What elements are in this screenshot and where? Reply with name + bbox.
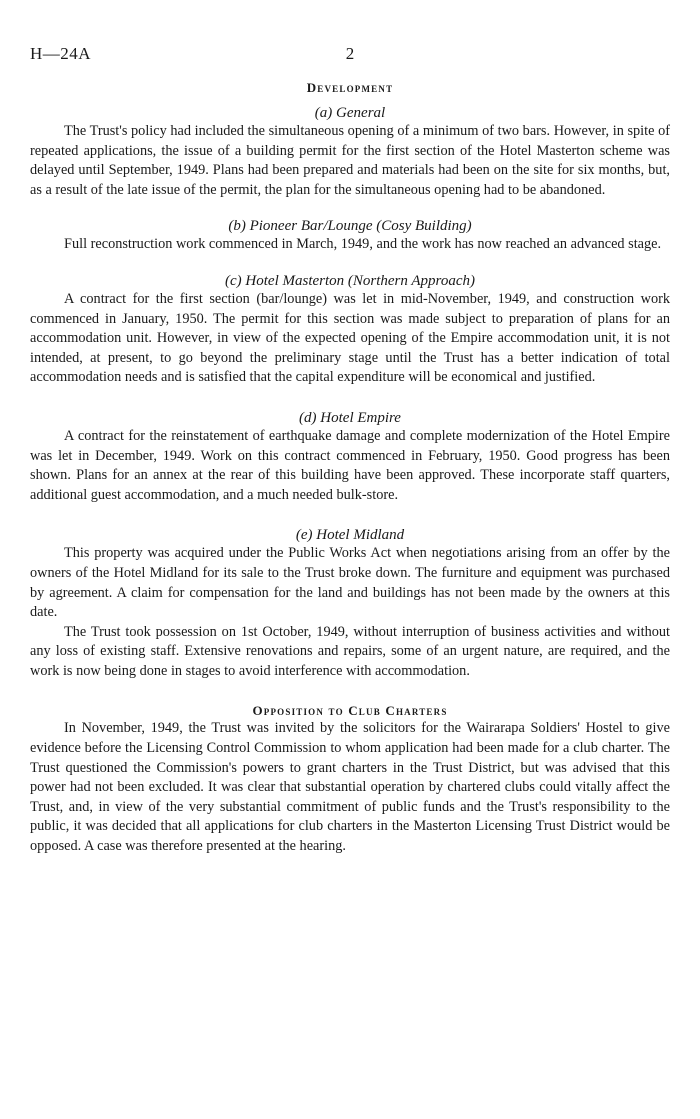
hotel-midland-paragraph-2: The Trust took possession on 1st October, 1949, without interruption of business activities and without any loss of existing staff. Extensive renovations and repairs, some of an urgent nature, are required, and the work is now being done in stages to avoid interference with accommodation. bbox=[30, 623, 670, 679]
hotel-empire-paragraph: A contract for the reinstatement of earthquake damage and complete modernization of the Hotel Empire was let in December, 1949. Work on this contract commenced in February, 1950. Good progress has been shown. Plans for an annex at the rear of this building have been approved. These incorporate staff quarters, additional guest accommodation, and a much needed bulk-store. bbox=[30, 427, 670, 503]
subsection-label: (c) bbox=[225, 272, 242, 289]
subsection-hotel-empire-heading bbox=[30, 410, 670, 427]
subsection-label: (a) bbox=[314, 105, 333, 121]
subsection-hotel-midland-heading bbox=[30, 527, 670, 544]
subsection-general-heading bbox=[30, 105, 670, 122]
subsection-title: Hotel Masterton (Northern Approach) bbox=[245, 272, 475, 289]
subsection-title: General bbox=[336, 105, 386, 121]
pioneer-bar-paragraph: Full reconstruction work commenced in March, 1949, and the work has now reached an advanced stage. bbox=[64, 236, 662, 253]
document-page bbox=[30, 44, 670, 857]
opposition-paragraph: In November, 1949, the Trust was invited by the solicitors for the Wairarapa Soldiers' Hostel to give evidence before the Licensing Control Commission to whom application had been made for a club charter. The Trust questioned the Commission's powers to grant charters in the Trust District, but was advised that this power had not been excluded. It was clear that substantial operation by chartered clubs could vitally affect the Trust, and, in view of the very substantial commitment of public funds and the Trust's responsibility to the public, it was decided that all applications for club charters in the Masterton Licensing Trust District would be opposed. A case was therefore presented at the hearing. bbox=[30, 720, 670, 855]
subsection-hotel-masterton-heading bbox=[30, 273, 670, 290]
development-heading: Development bbox=[306, 80, 394, 95]
subsection-title: Hotel Midland bbox=[316, 527, 405, 544]
subsection-title: Pioneer Bar/Lounge (Cosy Building) bbox=[249, 218, 472, 235]
subsection-label: (d) bbox=[299, 409, 317, 426]
hotel-masterton-paragraph: A contract for the first section (bar/lounge) was let in mid-November, 1949, and construction work commenced in January, 1950. The permit for this section was made subject to preparation of plans for an accommodation unit. However, in view of the expected opening of the Empire accommodation unit, it is not intended, at present, to go beyond the preliminary stage until the Trust has a better indication of total accommodation needs and is satisfied that the capital expenditure will be economical and justified. bbox=[30, 290, 670, 386]
subsection-label: (e) bbox=[295, 527, 313, 544]
document-reference: H—24A bbox=[30, 44, 92, 63]
hotel-midland-paragraph-1: This property was acquired under the Public Works Act when negotiations arising from an offer by the owners of the Hotel Midland for its sale to the Trust broke down. The furniture and equipment was purchased by agreement. A claim for compensation for the land and buildings has not been made by the owners at this date. bbox=[30, 545, 670, 621]
opposition-heading: Opposition to Club Charters bbox=[252, 703, 448, 719]
general-paragraph: The Trust's policy had included the simultaneous opening of a minimum of two bars. However, in spite of repeated applications, the issue of a building permit for the first section of the Hotel Masterton scheme was delayed until September, 1949. Plans had been prepared and materials had been on the site for six months, but, as a result of the late issue of the permit, the plan for the simultaneous opening had to be abandoned. bbox=[30, 123, 670, 198]
subsection-pioneer-bar-heading bbox=[30, 218, 670, 235]
page-number: 2 bbox=[345, 44, 355, 63]
subsection-title: Hotel Empire bbox=[320, 409, 401, 426]
page-header bbox=[30, 44, 670, 70]
subsection-label: (b) bbox=[228, 218, 246, 235]
